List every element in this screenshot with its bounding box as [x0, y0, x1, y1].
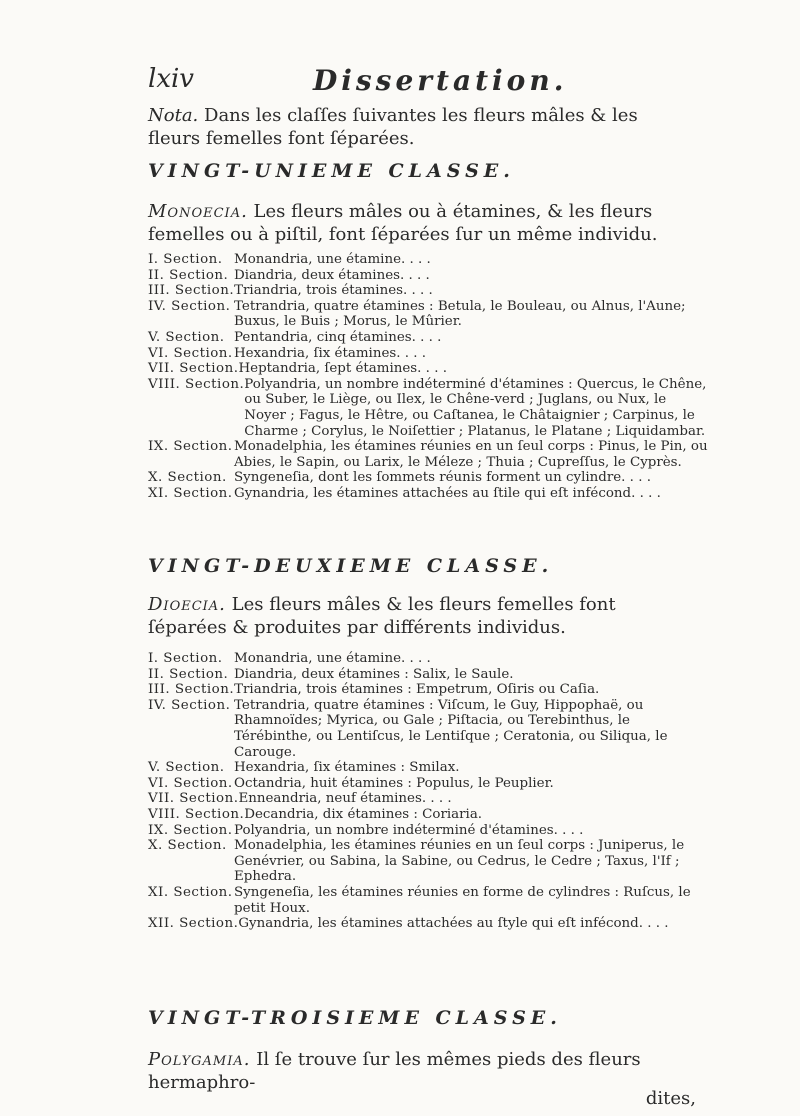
page-number: lxiv: [148, 64, 194, 94]
running-title: Dissertation.: [313, 64, 568, 97]
section-text: Polyandria, un nombre indéterminé d'étamines. . . .: [234, 822, 584, 838]
section-label: V. Section.: [148, 760, 225, 776]
class-22-heading: VINGT-DEUXIEME CLASSE.: [148, 555, 554, 577]
section-label: II. Section.: [148, 666, 229, 682]
class-22-intro-label: Dioecia.: [148, 594, 226, 615]
class-21-intro-text: Les fleurs mâles ou à étamines, & les fleurs femelles ou à piſtil, font ſéparées ſur un même individu.: [148, 201, 658, 245]
section-label: XI. Section.: [148, 884, 233, 900]
section-label: VII. Section.: [148, 361, 239, 377]
nota-label: Nota.: [148, 105, 199, 126]
section-entry: [148, 667, 708, 683]
section-entry: [148, 916, 708, 932]
section-label: X. Section.: [148, 470, 227, 486]
section-entry: [148, 760, 708, 776]
section-text: Gynandria, les étamines attachées au ſtyle qui eſt infécond. . . .: [238, 916, 669, 932]
section-text: Syngeneſia, les étamines réunies en forme de cylindres : Ruſcus, le petit Houx.: [234, 884, 691, 916]
section-text: Monadelphia, les étamines réunies en un ſeul corps : Pinus, le Pin, ou Abies, le Sapin, ou Larix, le Méleze ; Thuia ; Cupreſſus, le Cyprès.: [234, 439, 708, 470]
section-entry: [148, 377, 708, 439]
catchword: dites,: [645, 1088, 696, 1109]
section-text: Syngeneſia, dont les ſommets réunis forment un cylindre. . . .: [234, 470, 651, 486]
section-text: Monadelphia, les étamines réunies en un ſeul corps : Juniperus, le Genévrier, ou Sabina, la Sabine, ou Cedrus, le Cedre ; Taxus, l'If ; Ephedra.: [234, 838, 685, 885]
section-label: IV. Section.: [148, 697, 231, 713]
page-header: [148, 64, 688, 108]
section-entry: [148, 823, 708, 839]
section-entry: [148, 252, 708, 268]
section-entry: [148, 776, 708, 792]
section-label: VII. Section.: [148, 791, 239, 807]
section-text: Pentandria, cinq étamines. . . .: [234, 329, 442, 345]
section-text: Tetrandria, quatre étamines : Betula, le Bouleau, ou Alnus, l'Aune; Buxus, le Buis ; Morus, le Mûrier.: [234, 298, 686, 330]
section-label: VI. Section.: [148, 775, 233, 791]
section-entry: [148, 698, 708, 760]
section-label: X. Section.: [148, 838, 227, 854]
class-23-heading: VINGT-TROISIEME CLASSE.: [148, 1007, 562, 1029]
section-entry: [148, 682, 708, 698]
section-entry: [148, 838, 708, 885]
class-23-intro: [148, 1048, 693, 1094]
section-label: XII. Section.: [148, 916, 239, 932]
nota-paragraph: [148, 104, 693, 150]
section-text: Hexandria, ſix étamines : Smilax.: [234, 760, 460, 776]
section-text: Gynandria, les étamines attachées au ſtile qui eſt infécond. . . .: [234, 485, 661, 501]
section-entry: [148, 470, 708, 486]
section-entry: [148, 346, 708, 362]
section-text: Triandria, trois étamines. . . .: [234, 283, 433, 299]
section-label: VIII. Section.: [148, 376, 245, 392]
class-22-intro: [148, 593, 693, 639]
section-entry: [148, 299, 708, 330]
class-21-section-list: [148, 252, 708, 502]
section-entry: [148, 361, 708, 377]
section-text: Diandria, deux étamines. . . .: [234, 267, 430, 283]
class-22-section-list: [148, 651, 708, 932]
section-text: Monandria, une étamine. . . .: [234, 252, 431, 267]
class-22-intro-text: Les fleurs mâles & les fleurs femelles font ſéparées & produites par différents individus.: [148, 594, 616, 638]
section-label: VI. Section.: [148, 345, 233, 361]
section-text: Triandria, trois étamines : Empetrum, Oſiris ou Caſia.: [234, 682, 600, 698]
class-21-intro-label: Monoecia.: [148, 201, 248, 222]
section-entry: [148, 439, 708, 470]
section-label: VIII. Section.: [148, 806, 245, 822]
section-label: V. Section.: [148, 329, 225, 345]
class-23-intro-label: Polygamia.: [148, 1049, 251, 1070]
section-entry: [148, 651, 708, 667]
section-label: IX. Section.: [148, 822, 233, 838]
class-21-heading: VINGT-UNIEME CLASSE.: [148, 160, 515, 182]
section-label: I. Section.: [148, 252, 223, 267]
section-label: II. Section.: [148, 267, 229, 283]
section-label: III. Section.: [148, 682, 235, 698]
section-text: Decandria, dix étamines : Coriaria.: [244, 806, 483, 822]
section-entry: [148, 791, 708, 807]
section-entry: [148, 330, 708, 346]
section-text: Polyandria, un nombre indéterminé d'étamines : Quercus, le Chêne, ou Suber, le Liège, ou Ilex, le Chêne-verd ; Juglans, ou Nux, le Noyer ; Fagus, le Hêtre, ou Caſtanea, le Châtaignier ; Carpinus, le Charme ; Corylus, le Noiſettier ; Platanus, le Platane ; Liquidambar.: [244, 376, 707, 439]
section-text: Hexandria, ſix étamines. . . .: [234, 345, 427, 361]
class-23-intro-text: Il ſe trouve ſur les mêmes pieds des fleurs hermaphro-: [148, 1049, 641, 1093]
section-text: Monandria, une étamine. . . .: [234, 651, 431, 666]
nota-text: Dans les claſſes ſuivantes les fleurs mâles & les fleurs femelles font ſéparées.: [148, 105, 638, 149]
section-entry: [148, 885, 708, 916]
section-label: IX. Section.: [148, 439, 233, 455]
section-entry: [148, 486, 708, 502]
section-entry: [148, 807, 708, 823]
section-entry: [148, 283, 708, 299]
section-text: Octandria, huit étamines : Populus, le Peuplier.: [234, 775, 554, 791]
section-text: Enneandria, neuf étamines. . . .: [238, 791, 452, 807]
section-text: Diandria, deux étamines : Salix, le Saule.: [234, 666, 514, 682]
section-label: XI. Section.: [148, 485, 233, 501]
section-entry: [148, 268, 708, 284]
section-label: III. Section.: [148, 283, 235, 299]
section-label: IV. Section.: [148, 298, 231, 314]
class-21-intro: [148, 200, 693, 246]
section-text: Heptandria, ſept étamines. . . .: [238, 361, 447, 377]
section-label: I. Section.: [148, 651, 223, 666]
section-text: Tetrandria, quatre étamines : Viſcum, le Guy, Hippophaë, ou Rhamnoïdes; Myrica, ou Gale ; Piſtacia, ou Terebinthus, le Térébinthe, ou Lentiſcus, le Lentiſque ; Ceratonia, ou Siliqua, le Carouge.: [234, 697, 668, 760]
